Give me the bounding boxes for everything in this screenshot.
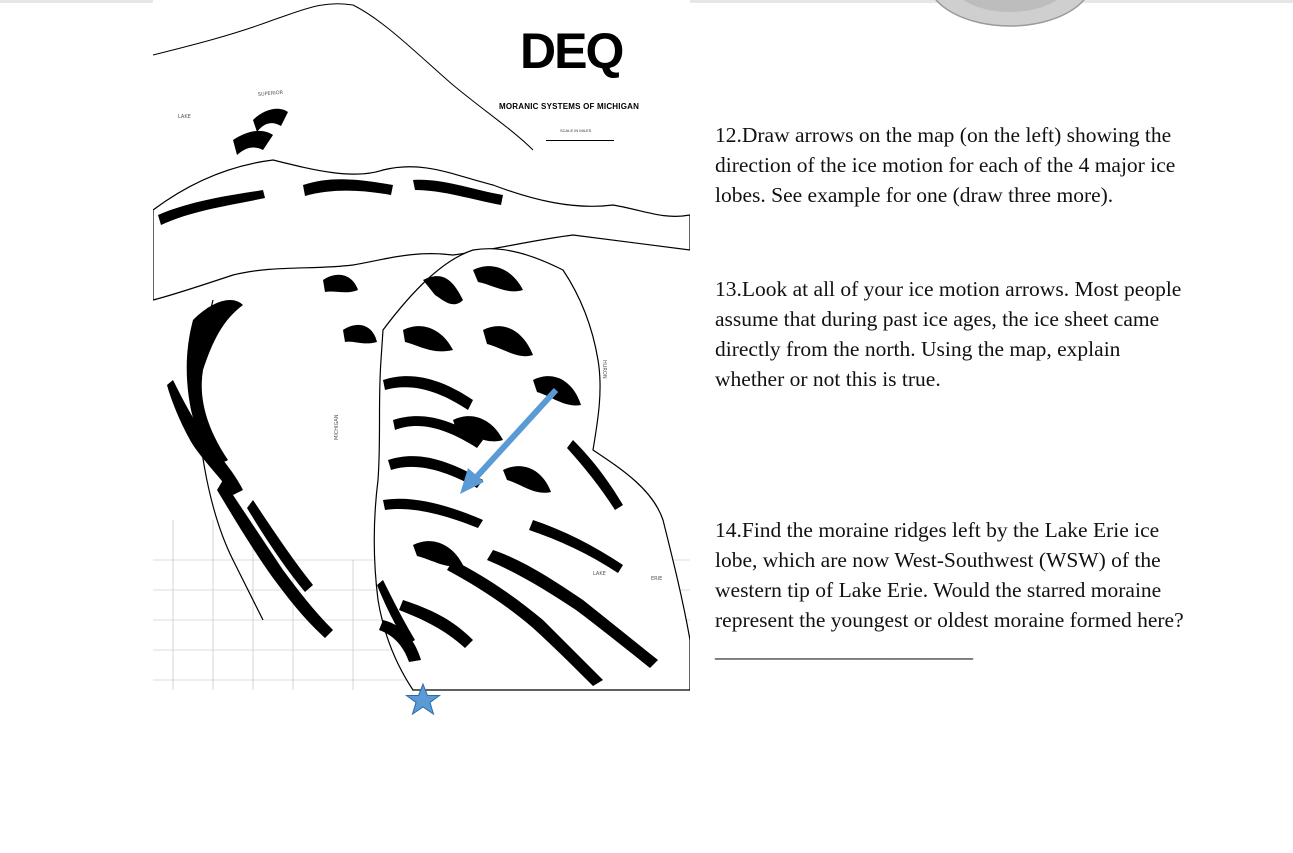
question-12 xyxy=(715,120,1185,210)
map-title: MORANIC SYSTEMS OF MICHIGAN xyxy=(499,102,640,111)
question-14-text: Find the moraine ridges left by the Lake Erie ice lobe, which are now West-Southwest (WSW) of the western tip of Lake Erie. Would the starred moraine represent the youngest or oldest moraine formed here? xyxy=(715,518,1184,632)
seal-graphic xyxy=(925,0,1095,28)
lake-label-superior: SUPERIOR xyxy=(257,89,284,98)
question-12-text: Draw arrows on the map (on the left) showing the direction of the ice motion for each of the 4 major ice lobes. See example for one (draw three more). xyxy=(715,123,1176,207)
map-scale-bar xyxy=(546,140,614,144)
lake-label-erie: ERIE xyxy=(651,576,663,582)
lake-label-lake-1: LAKE xyxy=(178,114,191,120)
question-13-text: Look at all of your ice motion arrows. Most people assume that during past ice ages, the ice sheet came directly from the north. Using the map, explain whether or not this is true. xyxy=(715,277,1182,391)
lake-label-lake-2: LAKE xyxy=(593,571,606,577)
map-scale-label: SCALE IN MILES xyxy=(560,128,592,133)
question-13 xyxy=(715,274,1185,394)
deq-logo xyxy=(520,23,623,79)
lake-label-michigan: MICHIGAN xyxy=(334,414,340,440)
question-13-number: 13. xyxy=(715,277,742,301)
lake-label-huron: HURON xyxy=(601,360,607,379)
question-14-number: 14. xyxy=(715,518,742,542)
deq-logo-text: DEQ xyxy=(520,23,623,79)
question-12-number: 12. xyxy=(715,123,742,147)
question-14 xyxy=(715,515,1185,665)
question-14-answer-line[interactable]: ________________________ xyxy=(715,638,973,662)
